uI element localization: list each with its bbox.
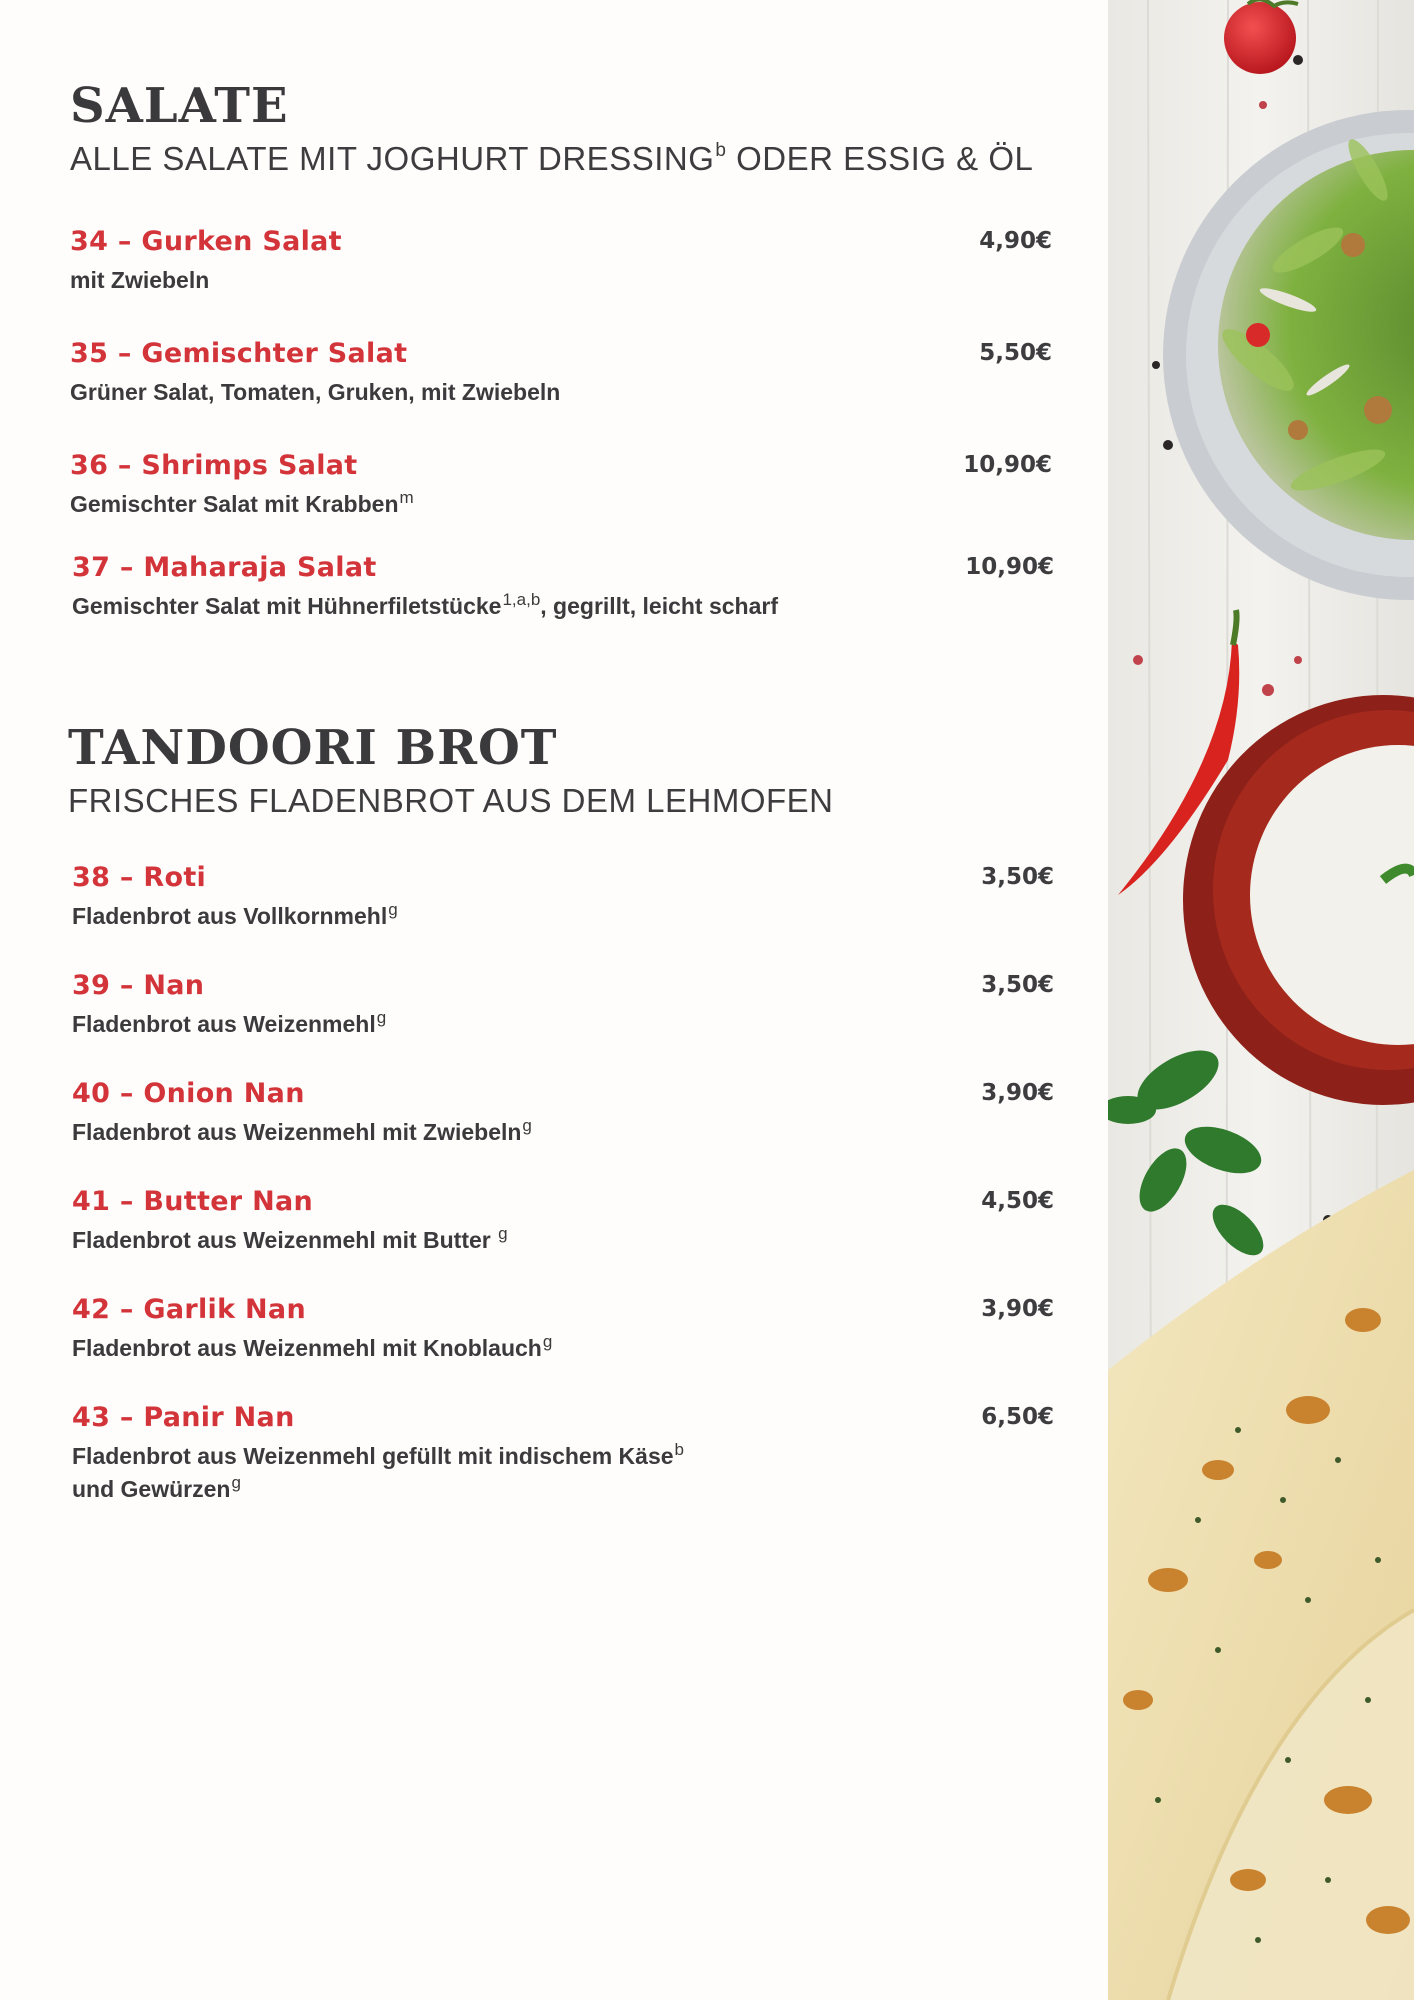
section-subtitle: FRISCHES FLADENBROT AUS DEM LEHMOFEN xyxy=(68,782,834,819)
item-price: 4,50€ xyxy=(981,1188,1054,1214)
item-price: 6,50€ xyxy=(981,1404,1054,1430)
allergen-marker: g xyxy=(376,1008,387,1027)
item-name: 36 – Shrimps Salat xyxy=(70,450,358,481)
section-title: SALATE xyxy=(70,78,289,134)
item-name: 35 – Gemischter Salat xyxy=(70,338,408,369)
item-name: 41 – Butter Nan xyxy=(72,1186,314,1217)
food-photo xyxy=(1108,0,1414,2000)
item-name: 40 – Onion Nan xyxy=(72,1078,305,1109)
item-price: 3,90€ xyxy=(981,1296,1054,1322)
item-price: 3,50€ xyxy=(981,972,1054,998)
item-description: Grüner Salat, Tomaten, Gruken, mit Zwiebeln xyxy=(70,379,561,405)
item-price: 3,90€ xyxy=(981,1080,1054,1106)
item-name: 37 – Maharaja Salat xyxy=(72,552,377,583)
item-name: 42 – Garlik Nan xyxy=(72,1294,306,1325)
allergen-marker: g xyxy=(388,900,398,919)
item-name: 43 – Panir Nan xyxy=(72,1402,295,1433)
allergen-marker: m xyxy=(399,488,414,507)
item-name: 39 – Nan xyxy=(72,970,205,1001)
item-description: mit Zwiebeln xyxy=(70,267,210,293)
item-description: Fladenbrot aus Weizenmehl mit Zwiebeln$^g$ xyxy=(72,1116,532,1145)
item-price: 10,90€ xyxy=(965,554,1054,580)
item-description: Fladenbrot aus Weizenmehl mit Butter $^g$ xyxy=(72,1224,508,1253)
allergen-marker: 1,a,b xyxy=(502,590,541,609)
allergen-marker: b xyxy=(674,1440,684,1459)
item-description: Gemischter Salat mit Hühnerfiletstücke$^{1,a,b}$, gegrillt, leicht scharf xyxy=(72,590,779,619)
allergen-marker: b xyxy=(715,140,727,161)
item-price: 5,50€ xyxy=(979,340,1052,366)
item-description: Fladenbrot aus Weizenmehl gefüllt mit indischem Käse$^b$ und Gewürzen$^g$ xyxy=(72,1440,684,1502)
item-description: Fladenbrot aus Weizenmehl$^g$ xyxy=(72,1008,387,1037)
item-price: 3,50€ xyxy=(981,864,1054,890)
item-price: 10,90€ xyxy=(963,452,1052,478)
section-title: TANDOORI BROT xyxy=(68,720,558,776)
item-name: 34 – Gurken Salat xyxy=(70,226,342,257)
allergen-marker: g xyxy=(522,1116,532,1135)
item-description: Fladenbrot aus Weizenmehl mit Knoblauch$^g$ xyxy=(72,1332,553,1361)
item-description: Gemischter Salat mit Krabben$^m$ xyxy=(70,488,414,517)
section-subtitle: ALLE SALATE MIT JOGHURT DRESSING$^b$ ODER ESSIG & ÖL xyxy=(70,140,1034,177)
allergen-marker: g xyxy=(231,1473,241,1492)
item-description: Fladenbrot aus Vollkornmehl$^g$ xyxy=(72,900,398,929)
allergen-marker: g xyxy=(498,1224,508,1243)
item-name: 38 – Roti xyxy=(72,862,207,893)
allergen-marker: g xyxy=(542,1332,553,1351)
item-price: 4,90€ xyxy=(979,228,1052,254)
